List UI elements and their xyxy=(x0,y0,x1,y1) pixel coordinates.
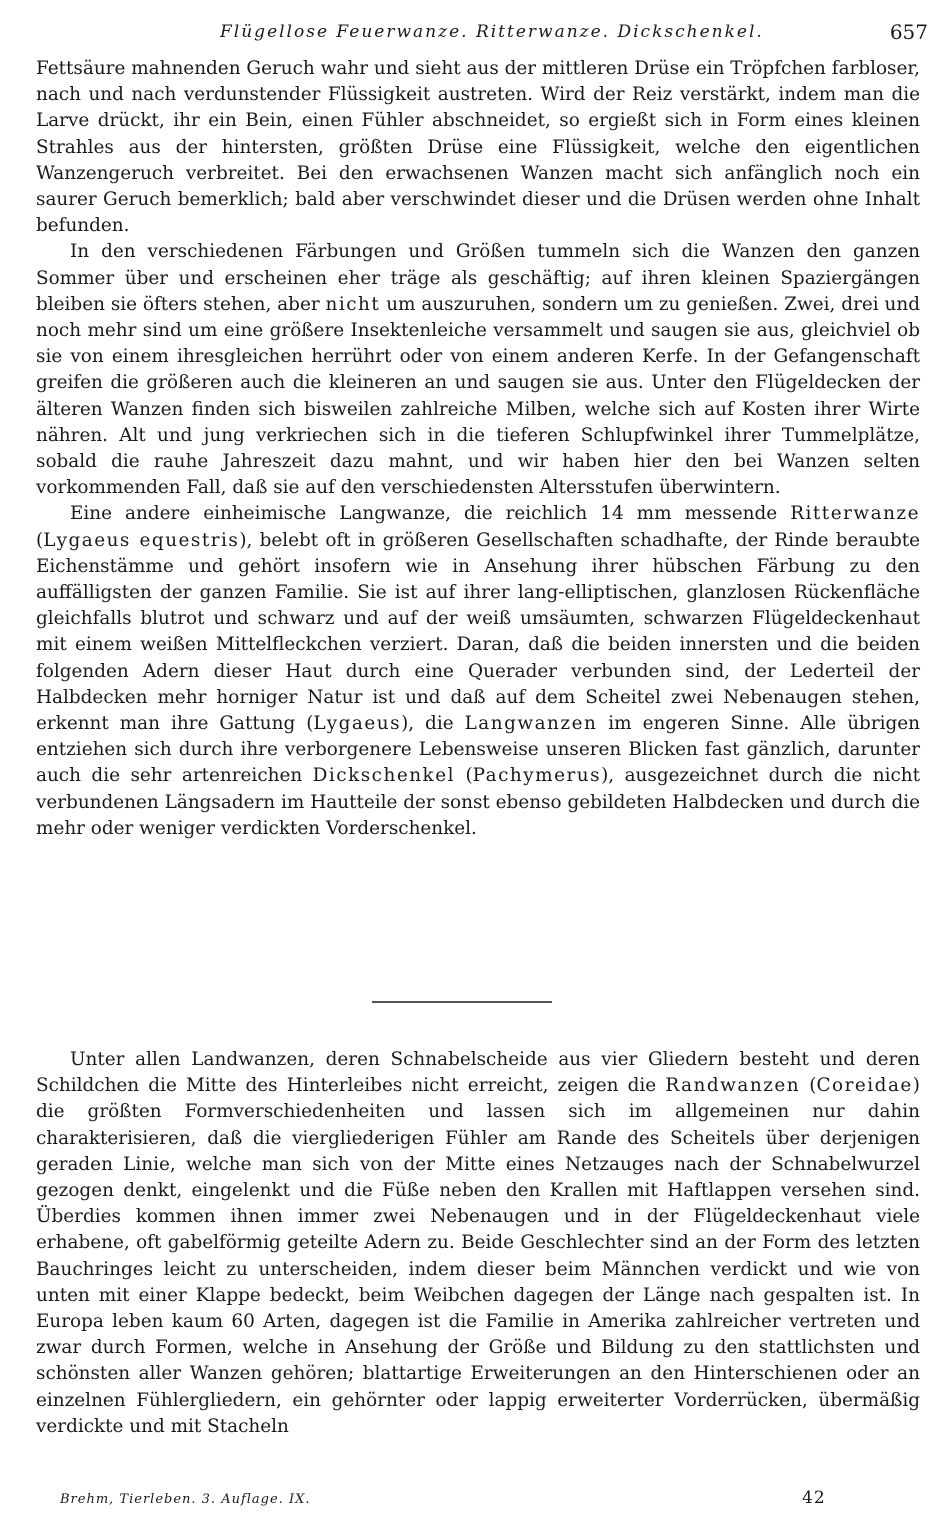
paragraph xyxy=(36,239,920,501)
text-run: ), die xyxy=(401,713,465,735)
text-run: ( xyxy=(454,765,473,787)
emphasized-term: nicht xyxy=(325,293,381,315)
text-run: ), belebt oft in größeren Gesellschaften schadhafte, der Rinde beraubte Eichenstämme und gehört insofern wie in Ansehung ihrer hübschen Färbung zu den auffälligsten der ganzen Familie. Sie ist auf ihrer lang-elliptischen, glanzlosen Rückenfläche gleichfalls blutrot und schwarz und auf der weiß umsäumten, schwarzen Flügeldeckenhaut mit einem weißen Mittelfleckchen verziert. Daran, daß die beiden innersten und die beiden folgenden Adern dieser Haut durch eine Querader verbunden sind, der Lederteil der Halbdecken mehr horniger Natur ist und daß auf dem Scheitel zwei Nebenaugen stehen, erkennt man ihre Gattung ( xyxy=(36,529,920,735)
section-divider xyxy=(372,1001,552,1003)
running-head xyxy=(60,18,928,50)
paragraph xyxy=(36,56,920,239)
text-block-lower xyxy=(36,1047,920,1440)
text-run: Unter allen Landwanzen, deren Schnabelscheide aus vier Gliedern besteht und deren Schildchen die Mitte des Hinterleibes nicht erreicht, zeigen die xyxy=(36,1049,920,1097)
text-run: ( xyxy=(36,529,44,551)
page-footer xyxy=(60,1488,928,1512)
emphasized-term: Coreidae xyxy=(816,1075,913,1097)
text-run: ( xyxy=(800,1075,817,1097)
emphasized-term: Randwanzen xyxy=(665,1075,801,1097)
emphasized-term: Lygaeus xyxy=(313,713,402,735)
footer-source: Brehm, Tierleben. 3. Auflage. IX. xyxy=(60,1492,311,1507)
text-run: Fettsäure mahnenden Geruch wahr und sieht aus der mittleren Drüse ein Tröpfchen farbloser, nach und nach verdunstender Flüssigkeit austreten. Wird der Reiz verstärkt, indem man die Larve drückt, ihr ein Bein, einen Fühler abschneidet, so ergießt sich in Form eines kleinen Strahles aus der hintersten, größten Drüse eine Flüssigkeit, welche den eigentlichen Wanzengeruch verbreitet. Bei den erwachsenen Wanzen macht sich anfänglich noch ein saurer Geruch bemerklich; bald aber verschwindet dieser und die Drüsen werden ohne Inhalt befunden. xyxy=(36,58,920,237)
text-block-upper xyxy=(36,56,920,842)
page-number: 657 xyxy=(889,20,928,44)
emphasized-term: Langwanzen xyxy=(464,713,598,735)
text-run: um auszuruhen, sondern um zu genießen. Zwei, drei und noch mehr sind um eine größere Insektenleiche versammelt und saugen sie aus, gleichviel ob sie von einem ihresgleichen herrührt oder von einem anderen Kerfe. In der Gefangenschaft greifen die größeren auch die kleineren an und saugen sie aus. Unter den Flügeldecken der älteren Wanzen finden sich bisweilen zahlreiche Milben, welche sich auf Kosten ihrer Wirte nähren. Alt und jung verkriechen sich in die tieferen Schlupfwinkel ihrer Tummelplätze, sobald die rauhe Jahreszeit dazu mahnt, und wir haben hier den bei Wanzen selten vorkommenden Fall, daß sie auf den verschiedensten Altersstufen überwintern. xyxy=(36,293,920,499)
text-run: ), ausgezeichnet durch die nicht verbundenen Längsadern im Hautteile der sonst ebenso gebildeten Halbdecken und durch die mehr oder weniger verdickten Vorderschenkel. xyxy=(36,765,920,839)
paragraph xyxy=(36,1047,920,1440)
paragraph xyxy=(36,501,920,842)
emphasized-term: Pachymerus xyxy=(472,765,602,787)
text-run: Eine andere einheimische Langwanze, die reichlich 14 mm messende xyxy=(70,503,791,525)
text-run: ) die größten Formverschiedenheiten und lassen sich im allgemeinen nur dahin charakterisieren, daß die viergliederigen Fühler am Rande des Scheitels über derjenigen geraden Linie, welche man sich von der Mitte eines Netzauges nach der Schnabelwurzel gezogen denkt, eingelenkt und die Füße neben den Krallen mit Haftlappen versehen sind. Überdies kommen ihnen immer zwei Nebenaugen und in der Flügeldeckenhaut viele erhabene, oft gabelförmig geteilte Adern zu. Beide Geschlechter sind an der Form des letzten Bauchringes leicht zu unterscheiden, indem dieser beim Männchen verdickt und wie von unten mit einer Klappe bedeckt, beim Weibchen dagegen der Länge nach gespalten ist. In Europa leben kaum 60 Arten, dagegen ist die Familie in Amerika zahlreicher vertreten und zwar durch Formen, welche in Ansehung der Größe und Bildung zu den stattlichsten und schönsten aller Wanzen gehören; blattartige Erweiterungen an den Hinterschienen oder an einzelnen Fühlergliedern, ein gehörnter oder lappig erweiterter Vorderrücken, übermäßig verdickte und mit Stacheln xyxy=(36,1075,920,1437)
text-run: In den verschiedenen Färbungen und Größen tummeln sich die Wanzen den ganzen Sommer über und erscheinen eher träge als geschäftig; auf ihren kleinen Spaziergängen bleiben sie öfters stehen, aber xyxy=(36,241,920,315)
signature-mark: 42 xyxy=(802,1488,826,1508)
emphasized-term: Dickschenkel xyxy=(312,765,455,787)
text-run: im engeren Sinne. Alle übrigen entziehen sich durch ihre verborgenere Lebensweise unseren Blicken fast gänzlich, darunter auch die sehr artenreichen xyxy=(36,713,920,787)
running-title: Flügellose Feuerwanze. Ritterwanze. Dickschenkel. xyxy=(220,22,764,42)
emphasized-term: Lygaeus equestris xyxy=(43,529,240,551)
emphasized-term: Ritterwanze xyxy=(790,503,920,525)
